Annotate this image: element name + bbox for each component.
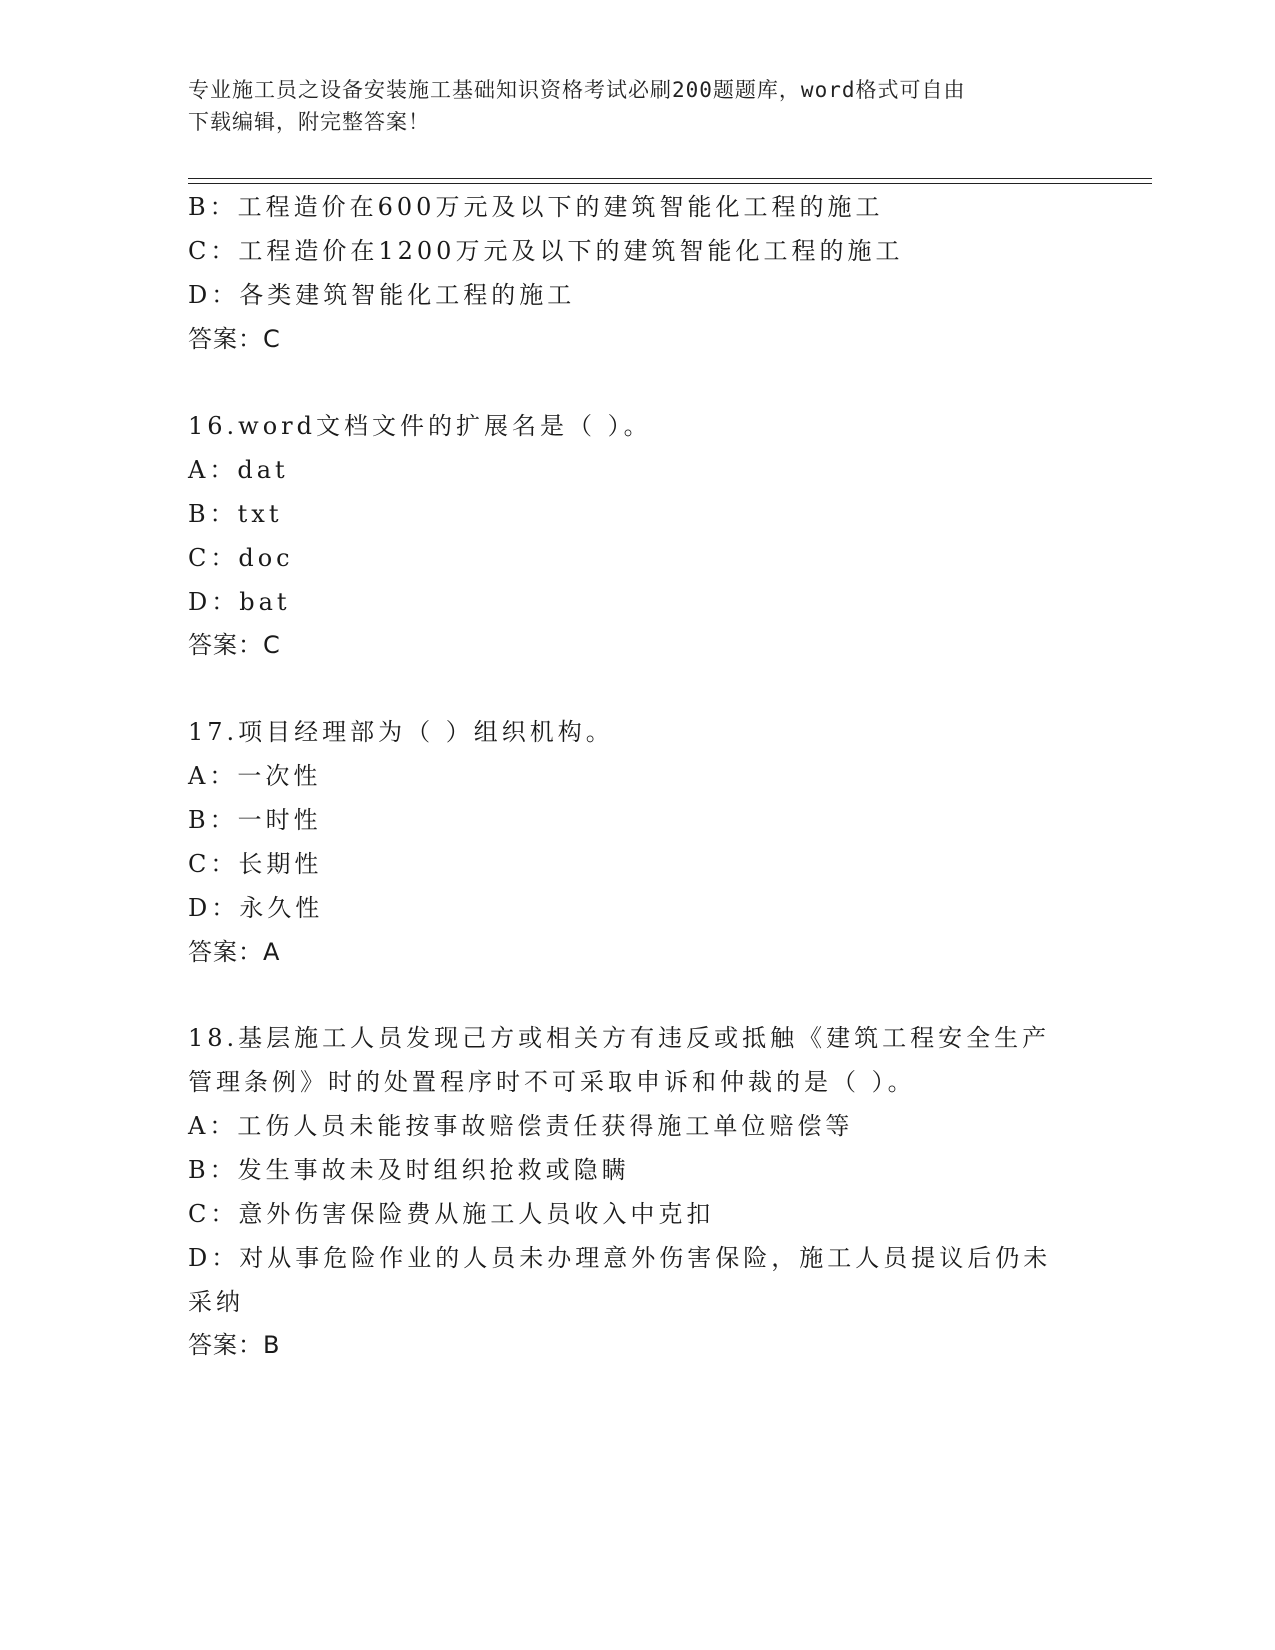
q18-option-d-line-1: D：对从事危险作业的人员未办理意外伤害保险，施工人员提议后仍未	[188, 1244, 1052, 1272]
q15-option-d: D：各类建筑智能化工程的施工	[188, 281, 576, 309]
q18-option-b: B：发生事故未及时组织抢救或隐瞒	[188, 1156, 630, 1184]
q18-option-a: A：工伤人员未能按事故赔偿责任获得施工单位赔偿等	[188, 1112, 854, 1140]
q15-option-b: B：工程造价在600万元及以下的建筑智能化工程的施工	[188, 193, 884, 221]
q18-question-line-1: 18.基层施工人员发现己方或相关方有违反或抵触《建筑工程安全生产	[188, 1024, 1051, 1052]
header-title-line-2: 下载编辑，附完整答案！	[188, 110, 430, 134]
q18-answer: 答案：B	[188, 1331, 281, 1359]
q16-option-b: B：txt	[188, 500, 283, 528]
q15-option-c: C：工程造价在1200万元及以下的建筑智能化工程的施工	[188, 237, 904, 265]
q17-option-b: B：一时性	[188, 806, 322, 834]
q16-option-d: D：bat	[188, 588, 291, 616]
q17-answer: 答案：A	[188, 938, 281, 966]
q15-answer: 答案：C	[188, 325, 281, 353]
q18-option-d-line-2: 采纳	[188, 1288, 244, 1316]
q18-option-c: C：意外伤害保险费从施工人员收入中克扣	[188, 1200, 715, 1228]
header-title-line-1: 专业施工员之设备安装施工基础知识资格考试必刷200题题库，word格式可自由	[188, 78, 966, 102]
q18-question-line-2: 管理条例》时的处置程序时不可采取申诉和仲裁的是（ ）。	[188, 1068, 916, 1096]
q17-question: 17.项目经理部为（ ）组织机构。	[188, 718, 614, 746]
document-header	[188, 74, 1088, 138]
q17-option-d: D：永久性	[188, 894, 324, 922]
q17-option-c: C：长期性	[188, 850, 323, 878]
header-divider-top	[188, 178, 1152, 179]
q16-option-c: C：doc	[188, 544, 294, 572]
q16-answer: 答案：C	[188, 631, 281, 659]
q17-option-a: A：一次性	[188, 762, 322, 790]
q16-question: 16.word文档文件的扩展名是（ ）。	[188, 412, 652, 440]
q16-option-a: A：dat	[188, 456, 289, 484]
